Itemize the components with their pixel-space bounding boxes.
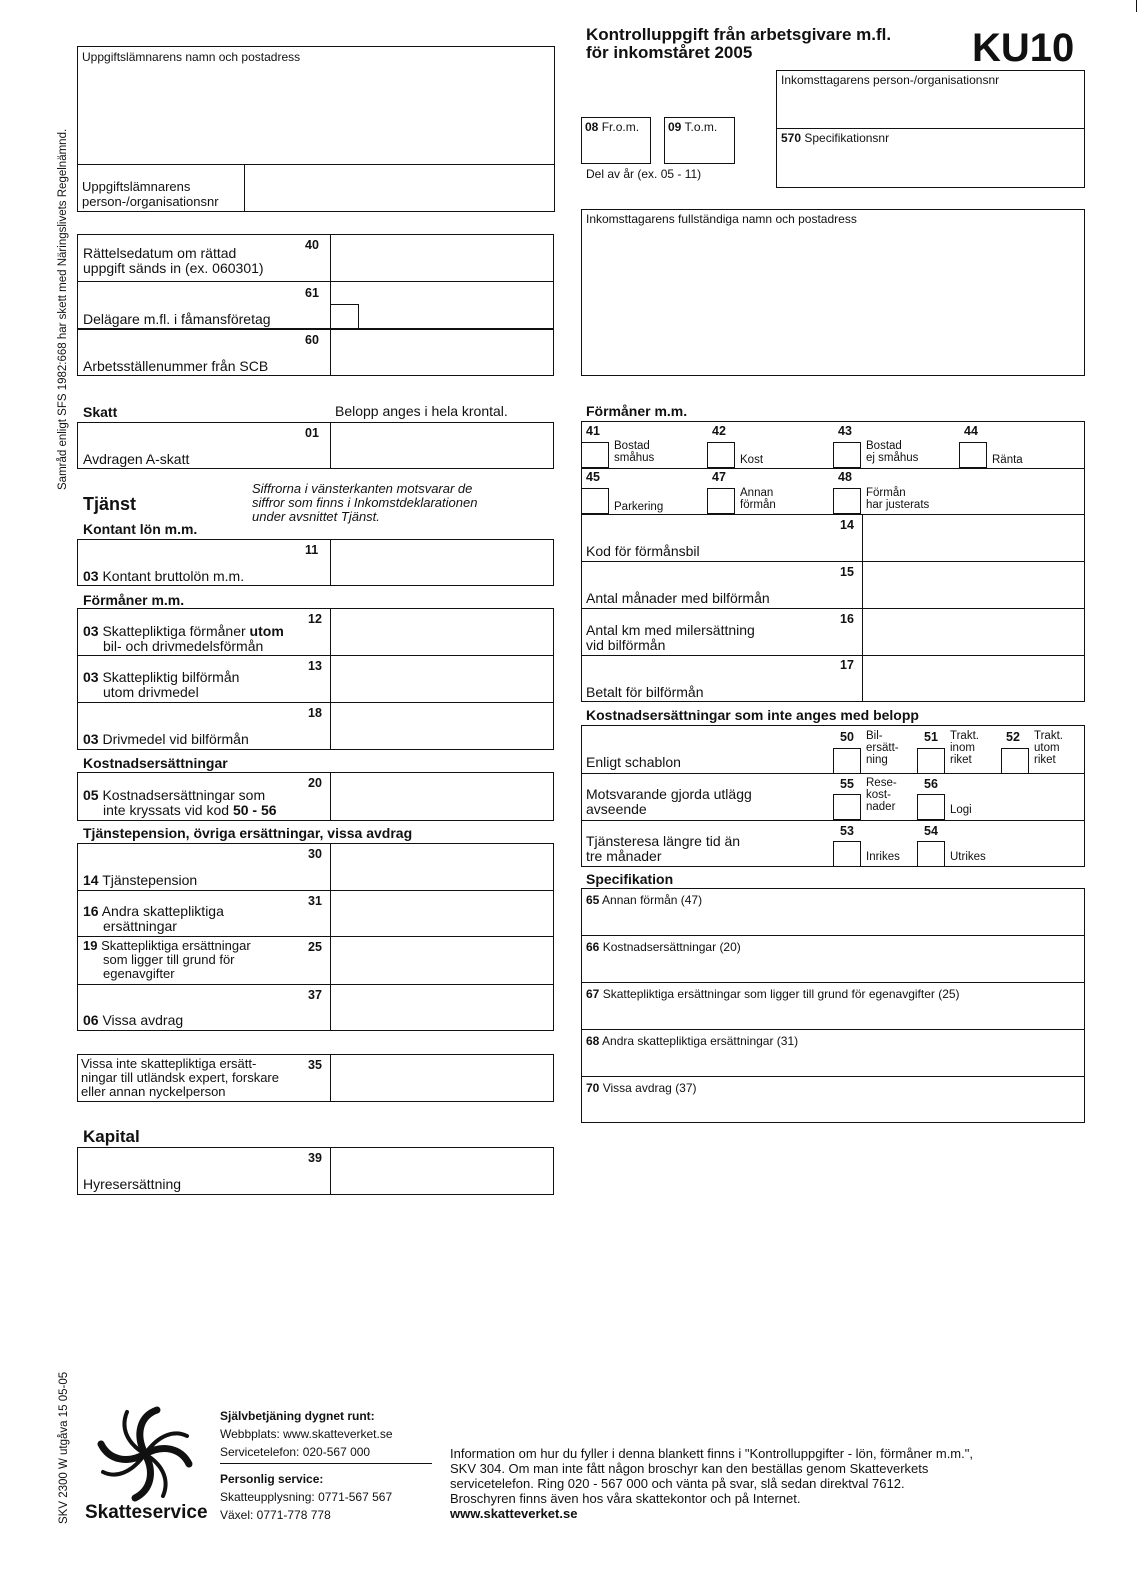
input-60[interactable]	[332, 331, 552, 374]
to-label: 09 T.o.m.	[668, 120, 718, 134]
logo-text: Skatteservice	[85, 1502, 208, 1523]
input-18[interactable]	[332, 704, 552, 748]
spec-65-input[interactable]	[583, 908, 1083, 934]
payer-id-label: Uppgiftslämnarens person-/organisationsnr	[82, 179, 219, 209]
label-47: Annan förmån	[740, 487, 776, 511]
label-16: Antal km med milersättning vid bilförmån	[586, 622, 755, 653]
checkbox-56[interactable]	[917, 794, 945, 820]
label-42: Kost	[740, 454, 764, 466]
recipient-address-label: Inkomsttagarens fullständiga namn och postadress	[586, 212, 857, 226]
label-43: Bostad ej småhus	[866, 440, 919, 464]
label-25: 19 Skattepliktiga ersättningar som ligger till grund för egenavgifter	[83, 938, 251, 981]
checkbox-52[interactable]	[1001, 748, 1029, 774]
amount-note: Belopp anges i hela krontal.	[335, 403, 508, 419]
code-45: 45	[586, 470, 600, 484]
code-41: 41	[586, 424, 600, 438]
checkbox-54[interactable]	[917, 841, 945, 867]
code-39: 39	[308, 1151, 322, 1165]
brochure-info: Information om hur du fyller i denna blankett finns i "Kontrolluppgifter - lön, förmåner m.m.", SKV 304. Om man inte fått någon broschyr kan den beställas genom Skatteverkets servicetelefon. Ring 020 - 567 000 och vänta på svar, slå sedan direktval 7612. Broschyren finns även hos våra skattekontor och på Internet. www.skatteverket.se	[450, 1446, 973, 1521]
skatteservice-logo-icon	[95, 1404, 195, 1504]
input-11[interactable]	[332, 541, 552, 584]
code-43: 43	[838, 424, 852, 438]
label-56: Logi	[950, 804, 972, 816]
form-version: SKV 2300 W utgåva 15 05-05	[58, 1371, 70, 1524]
label-41: Bostad småhus	[614, 440, 655, 464]
checkbox-61[interactable]	[330, 304, 359, 329]
label-35: Vissa inte skattepliktiga ersätt- ningar till utländsk expert, forskare eller annan nyckelperson	[81, 1056, 279, 1099]
formaner-heading-right: Förmåner m.m.	[586, 403, 688, 419]
checkbox-47[interactable]	[707, 488, 735, 514]
input-31[interactable]	[332, 892, 552, 934]
code-54: 54	[924, 824, 938, 838]
spec-66-input[interactable]	[583, 955, 1083, 981]
input-39[interactable]	[332, 1149, 552, 1193]
tjansteresa-label: Tjänsteresa längre tid än tre månader	[586, 833, 741, 864]
label-48: Förmån har justerats	[866, 487, 930, 511]
regulatory-note: Samråd enligt SFS 1982:668 har skett med Näringslivets Regelnämnd.	[57, 128, 69, 490]
label-50: Bil- ersätt- ning	[866, 730, 899, 766]
code-48: 48	[838, 470, 852, 484]
code-47: 47	[712, 470, 726, 484]
spec-68-input[interactable]	[583, 1049, 1083, 1075]
kostnad-heading-left: Kostnadsersättningar	[83, 755, 228, 771]
pension-heading: Tjänstepension, övriga ersättningar, vissa avdrag	[83, 825, 413, 841]
input-16[interactable]	[864, 610, 1082, 653]
code-17: 17	[840, 658, 854, 672]
code-44: 44	[964, 424, 978, 438]
label-20: 05 Kostnadsersättningar som inte kryssats vid kod 50 - 56	[83, 787, 277, 818]
input-30[interactable]	[332, 845, 552, 888]
label-30: 14 Tjänstepension	[83, 872, 198, 888]
checkbox-45[interactable]	[581, 488, 609, 514]
personal-service-info: Personlig service: Skatteupplysning: 0771-567 567 Växel: 0771-778 778	[220, 1472, 393, 1522]
input-13[interactable]	[332, 657, 552, 700]
tjanst-note: Siffrorna i vänsterkanten motsvarar de siffror som finns i Inkomstdeklarationen under avsnittet Tjänst.	[252, 481, 478, 524]
label-44: Ränta	[992, 454, 1023, 466]
code-52: 52	[1006, 730, 1020, 744]
code-11: 11	[305, 543, 319, 557]
code-60: 60	[305, 333, 319, 347]
formaner-heading-left: Förmåner m.m.	[83, 592, 185, 608]
input-20[interactable]	[332, 774, 552, 819]
code-13: 13	[308, 659, 322, 673]
label-18: 03 Drivmedel vid bilförmån	[83, 731, 249, 747]
skatt-heading: Skatt	[83, 404, 118, 420]
label-54: Utrikes	[950, 851, 986, 863]
label-55: Rese- kost- nader	[866, 777, 897, 813]
label-53: Inrikes	[866, 851, 900, 863]
code-15: 15	[840, 565, 854, 579]
spec-70-input[interactable]	[583, 1096, 1083, 1122]
checkbox-48[interactable]	[833, 488, 861, 514]
label-61: Delägare m.fl. i fåmansföretag	[83, 311, 271, 327]
label-60: Arbetsställenummer från SCB	[83, 358, 269, 374]
checkbox-42[interactable]	[707, 442, 735, 468]
part-year-hint: Del av år (ex. 05 - 11)	[586, 167, 702, 181]
spec-65-label: 65 Annan förmån (47)	[586, 893, 703, 907]
code-50: 50	[840, 730, 854, 744]
label-01: Avdragen A-skatt	[83, 451, 190, 467]
input-37[interactable]	[332, 986, 552, 1029]
utlagg-label: Motsvarande gjorda utlägg avseende	[586, 786, 752, 817]
code-37: 37	[308, 988, 322, 1002]
self-service-info: Självbetjäning dygnet runt: Webbplats: www.skatteverket.se Servicetelefon: 020-567 000	[220, 1409, 393, 1459]
schablon-label: Enligt schablon	[586, 754, 681, 770]
code-61: 61	[305, 286, 319, 300]
input-15[interactable]	[864, 563, 1082, 606]
spec-heading: Specifikation	[586, 871, 674, 887]
label-12: 03 Skattepliktiga förmåner utom bil- och drivmedelsförmån	[83, 623, 284, 654]
code-51: 51	[924, 730, 938, 744]
checkbox-44[interactable]	[959, 442, 987, 468]
code-12: 12	[308, 612, 322, 626]
input-35[interactable]	[332, 1056, 552, 1100]
label-39: Hyresersättning	[83, 1176, 182, 1192]
label-40: Rättelsedatum om rättad uppgift sänds in (ex. 060301)	[83, 245, 264, 276]
code-53: 53	[840, 824, 854, 838]
kostnad-heading-right: Kostnadsersättningar som inte anges med belopp	[586, 707, 919, 723]
label-45: Parkering	[614, 501, 664, 513]
input-25[interactable]	[332, 938, 552, 982]
recipient-id-label: Inkomsttagarens person-/organisationsnr	[781, 73, 1000, 87]
spec-67-label: 67 Skattepliktiga ersättningar som ligger till grund för egenavgifter (25)	[586, 987, 960, 1001]
label-31: 16 Andra skattepliktiga ersättningar	[83, 903, 224, 934]
spec-68-label: 68 Andra skattepliktiga ersättningar (31)	[586, 1034, 799, 1048]
spec-67-input[interactable]	[583, 1002, 1083, 1028]
checkbox-50[interactable]	[833, 748, 861, 774]
code-20: 20	[308, 776, 322, 790]
input-17[interactable]	[864, 657, 1082, 700]
code-40: 40	[305, 238, 319, 252]
input-12[interactable]	[332, 610, 552, 653]
code-55: 55	[840, 777, 854, 791]
payer-name-label: Uppgiftslämnarens namn och postadress	[82, 50, 301, 64]
code-16: 16	[840, 612, 854, 626]
checkbox-55[interactable]	[833, 794, 861, 820]
checkbox-43[interactable]	[833, 442, 861, 468]
label-15: Antal månader med bilförmån	[586, 590, 770, 606]
code-14: 14	[840, 518, 854, 532]
label-14: Kod för förmånsbil	[586, 543, 700, 559]
input-01[interactable]	[332, 424, 552, 467]
checkbox-41[interactable]	[581, 442, 609, 468]
code-42: 42	[712, 424, 726, 438]
label-37: 06 Vissa avdrag	[83, 1012, 184, 1028]
label-51: Trakt. inom riket	[950, 730, 979, 766]
code-31: 31	[308, 894, 322, 908]
spec-66-label: 66 Kostnadsersättningar (20)	[586, 940, 741, 954]
label-13: 03 Skattepliktig bilförmån utom drivmedel	[83, 669, 240, 700]
payer-id-field[interactable]	[246, 166, 552, 210]
code-25: 25	[308, 940, 322, 954]
code-01: 01	[305, 426, 319, 440]
label-17: Betalt för bilförmån	[586, 684, 704, 700]
recipient-address-field[interactable]	[581, 209, 1085, 376]
checkbox-51[interactable]	[917, 748, 945, 774]
code-18: 18	[308, 706, 322, 720]
code-35: 35	[308, 1058, 322, 1072]
recipient-id-field[interactable]	[776, 70, 1085, 188]
kapital-heading: Kapital	[83, 1127, 140, 1146]
code-56: 56	[924, 777, 938, 791]
kontant-heading: Kontant lön m.m.	[83, 521, 198, 537]
label-52: Trakt. utom riket	[1034, 730, 1063, 766]
form-title: Kontrolluppgift från arbetsgivare m.fl. för inkomståret 2005	[586, 25, 892, 62]
input-40[interactable]	[332, 236, 552, 280]
code-30: 30	[308, 847, 322, 861]
checkbox-53[interactable]	[833, 841, 861, 867]
spec-number-label: 570 Specifikationsnr	[781, 131, 890, 145]
input-14[interactable]	[864, 516, 1082, 560]
tjanst-heading: Tjänst	[83, 494, 137, 514]
spec-70-label: 70 Vissa avdrag (37)	[586, 1081, 697, 1095]
form-code: KU10	[972, 26, 1075, 70]
from-label: 08 Fr.o.m.	[585, 120, 640, 134]
label-11: 03 Kontant bruttolön m.m.	[83, 568, 245, 584]
